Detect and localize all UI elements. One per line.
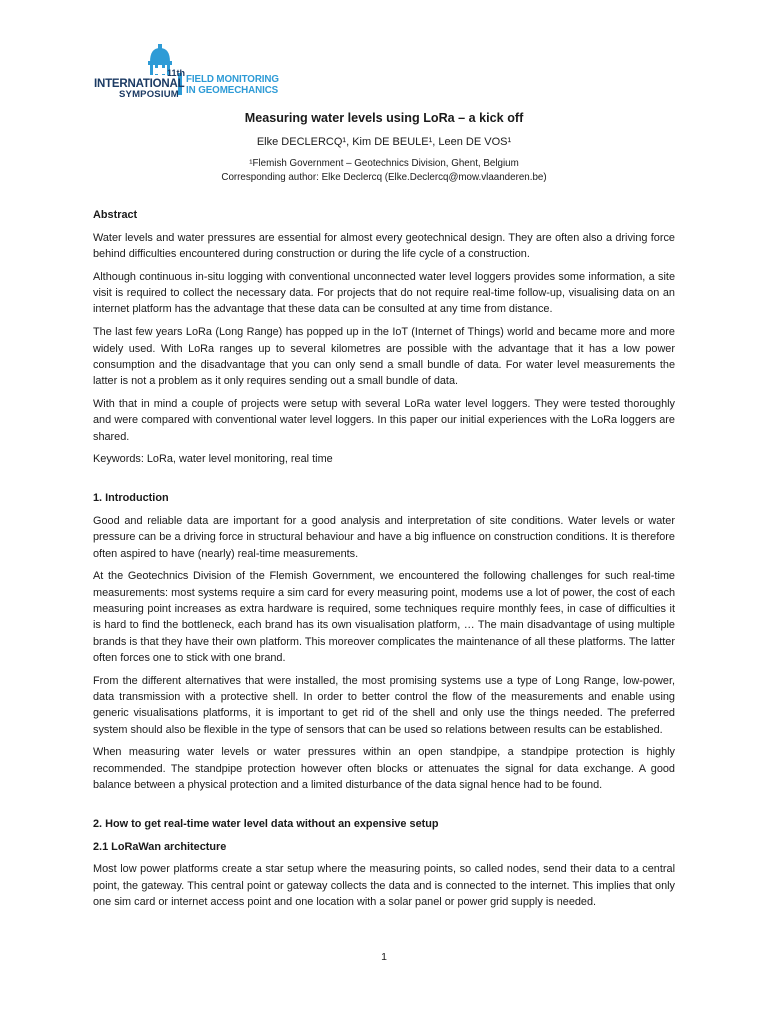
logo-line-geomechanics: IN GEOMECHANICS (186, 85, 279, 96)
introduction-paragraph: At the Geotechnics Division of the Flemish Government, we encountered the following challenges for such real-time measurements: most systems require a sim card for every measuring point, modems use a lot of power, the cost of each measuring point increases as extra hardware is required, some techniques require monthly fees, in case of difficulties it is hard to find the bottleneck, each brand has its own visualisation platform, … The main disadvantage of using multiple brands is that they have their own platform. This moreover complicates the maintenance of all these platforms. The latter often forces one to stick with one brand. (93, 570, 675, 664)
abstract-paragraph: Although continuous in-situ logging with conventional unconnected water level loggers provides some information, a site visit is required to collect the necessary data. For projects that do not require real-time follow-up, visualising data on an internet platform has the advantage that these data can be consulted at any time from distance. (93, 270, 675, 316)
logo-line-symposium: SYMPOSIUM (119, 89, 179, 100)
logo-line-international: INTERNATIONAL (94, 78, 185, 90)
page-number: 1 (381, 951, 387, 963)
section2-heading: 2. How to get real-time water level data without an expensive setup (93, 817, 439, 830)
section2-subheading: 2.1 LoRaWan architecture (93, 840, 227, 853)
keywords: Keywords: LoRa, water level monitoring, real time (93, 453, 333, 466)
symposium-logo (92, 42, 282, 98)
introduction-paragraph: From the different alternatives that were installed, the most promising systems use a type of Long Range, low-power, data transmission with a protective shell. In order to better control the flow of the measurements and enable using generic visualisations platforms, it is important to get rid of the shell and only use the things needed. The preferred system should also be flexible in the type of sensors that can be used so relations between results can be established. (93, 674, 675, 736)
affiliation: ¹Flemish Government – Geotechnics Division, Ghent, Belgium (249, 158, 519, 169)
paper-title: Measuring water levels using LoRa – a kick off (244, 111, 524, 125)
abstract-paragraph: Water levels and water pressures are essential for almost every geotechnical design. They are often also a driving force behind difficulties encountered during construction or during the life cycle of a construction. (93, 231, 675, 261)
introduction-paragraph: When measuring water levels or water pressures within an open standpipe, a standpipe protection is highly recommended. The standpipe protection however often blocks or attenuates the signal for data exchange. A good balance between a physical protection and a limited disturbance of the data signal hence had to be found. (93, 746, 675, 791)
introduction-heading: 1. Introduction (93, 492, 169, 505)
section2-paragraph: Most low power platforms create a star setup where the measuring points, so called nodes, send their data to a central point, the gateway. This central point or gateway collects the data and is connected to the internet. This implies that only one sim card or internet access point and one location with a solar panel or power grid supply is needed. (93, 863, 675, 908)
paper-body (93, 207, 675, 917)
section-spacer (93, 800, 675, 816)
logo-edition-number: 11th (167, 68, 186, 78)
abstract-paragraph: The last few years LoRa (Long Range) has popped up in the IoT (Internet of Things) world and became more and more widely used. With LoRa ranges up to several kilometres are possible with the advantage that it has a low power consumption and the disadvantage that you can only send a small bundle of data. For water level measurements the latter is not a problem as it only requires sending out a small bundle of data. (93, 326, 675, 388)
logo-line-field-monitoring: FIELD MONITORING (186, 74, 279, 85)
abstract-heading: Abstract (93, 209, 138, 221)
abstract-paragraph: With that in mind a couple of projects were setup with several LoRa water level loggers. They were tested thoroughly and were compared with conventional water level loggers. In this paper our initial experiences with the LoRa loggers are shared. (93, 397, 675, 443)
corresponding-author: Corresponding author: Elke Declercq (Elke.Declercq@mow.vlaanderen.be) (221, 172, 547, 183)
section-spacer (93, 474, 675, 490)
author-list: Elke DECLERCQ¹, Kim DE BEULE¹, Leen DE VOS¹ (256, 136, 512, 148)
introduction-paragraph: Good and reliable data are important for a good analysis and interpretation of site conditions. Water levels or water pressure can be a driving force in structural behaviour and have a big influence on construction conditions. It is therefore often aspired to have (nearly) real-time measurements. (93, 514, 675, 560)
